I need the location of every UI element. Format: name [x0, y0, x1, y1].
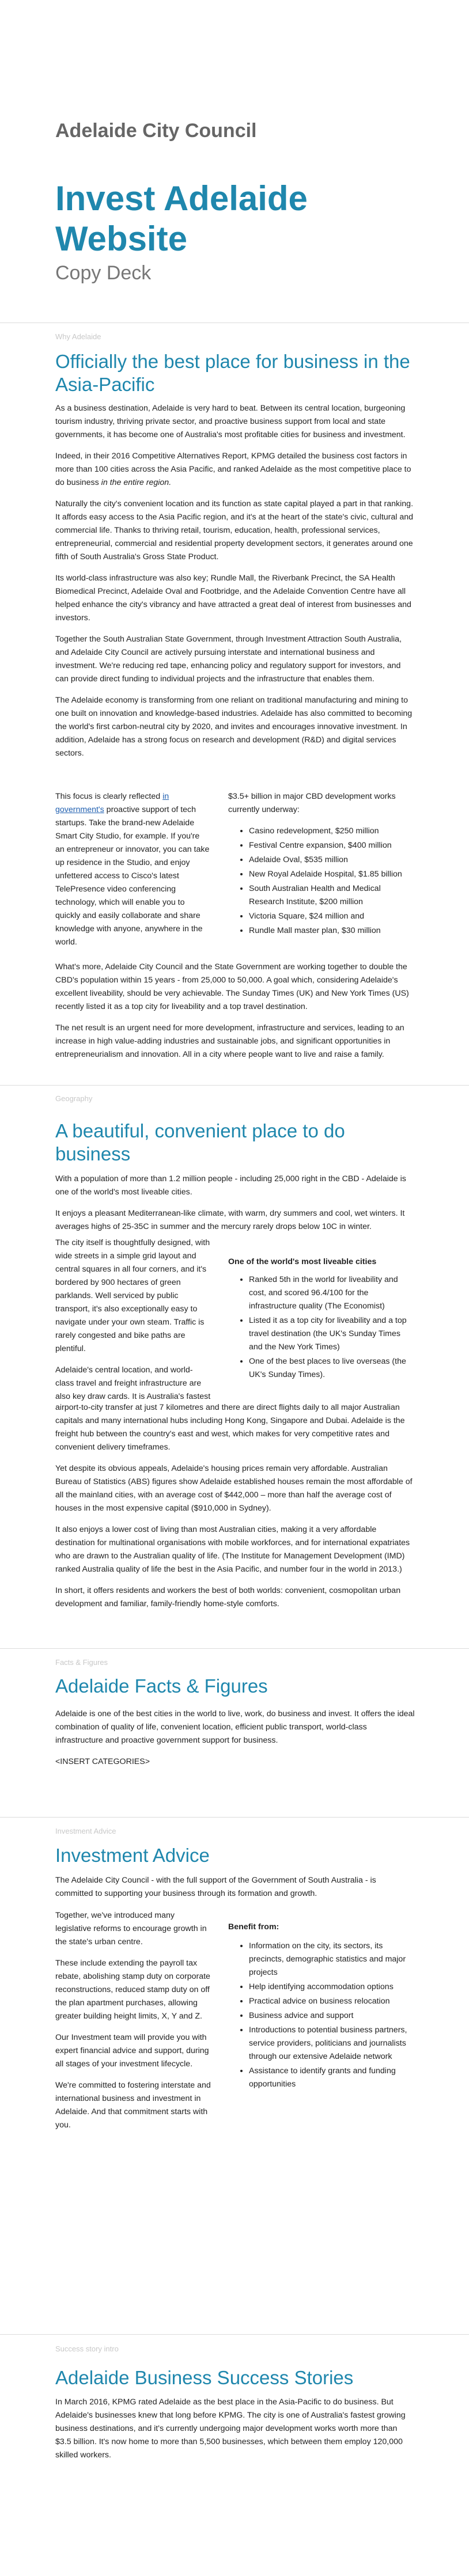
- list-item: • Festival Centre expansion, $400 million: [249, 839, 413, 852]
- advice-body: [55, 1874, 415, 1909]
- paragraph: What's more, Adelaide City Council and the State Government are working together to double the CBD's population within 15 years - from 25,000 to 50,000. A goal which, considering Adelaide's excellent liveability, should be very achievable. The Sunday Times (UK) and New York Times (US) recently listed it as a top city for liveability and a top travel destination.: [55, 962, 409, 1011]
- section-divider: [0, 2334, 469, 2335]
- section-title-advice: Investment Advice: [55, 1845, 210, 1866]
- list-item: • Adelaide Oval, $535 million: [249, 853, 413, 867]
- paragraph: Together, we've introduced many legislative reforms to encourage growth in the state's urban centre.: [55, 1911, 207, 1947]
- facts-body: [55, 1708, 415, 1777]
- list-item: • Introductions to potential business partners, service providers, politicians and journalists through our extensive Adelaide network: [249, 2024, 413, 2063]
- document-subtitle: Copy Deck: [55, 262, 152, 284]
- paragraph: Yet despite its obvious appeals, Adelaide's housing prices remain very affordable. Australian Bureau of Statistics (ABS) figures show Adelaide established houses remain the most affordable of all the mainland cities, with an average cost of $442,000 – more than half the average cost of houses in the most expensive capital ($910,000 in Sydney).: [55, 1464, 413, 1513]
- benefits-list: [228, 1940, 413, 2091]
- emphasis-text: in the entire region.: [101, 478, 172, 487]
- list-item: • Assistance to identify grants and funding opportunities: [249, 2065, 413, 2091]
- section-label-success: Success story intro: [55, 2344, 119, 2353]
- development-intro: $3.5+ billion in major CBD development works currently underway:: [228, 792, 396, 814]
- paragraph: With a population of more than 1.2 million people - including 25,000 right in the CBD - Adelaide is one of the world's most liveable cities.: [55, 1174, 406, 1197]
- section-title-geography: A beautiful, convenient place to do business: [55, 1120, 345, 1164]
- geography-body: [55, 1173, 415, 1242]
- list-item: • Help identifying accommodation options: [249, 1981, 413, 1994]
- paragraph-text: This focus is clearly reflected: [55, 792, 163, 801]
- paragraph: Adelaide is one of the best cities in the world to live, work, do business and invest. It offers the ideal combination of quality of life, convenient location, efficient public transport, world-class infrastructure and proactive government support for business.: [55, 1709, 415, 1745]
- liveability-list: [228, 1273, 413, 1382]
- paragraph: Together the South Australian State Government, through Investment Attraction South Australia, and Adelaide City Council are actively pursuing interstate and international business and investment. We're reducing red tape, enhancing policy and regulatory support for investors, and can provide direct funding to individual projects and the infrastructure that enables them.: [55, 635, 402, 684]
- advice-right-column: [228, 1921, 413, 2092]
- paragraph: [55, 450, 415, 490]
- section-title-success: Adelaide Business Success Stories: [55, 2367, 354, 2388]
- section-title-why: Officially the best place for business in the Asia-Pacific: [55, 351, 410, 395]
- list-item: • Information on the city, its sectors, its precincts, demographic statistics and major projects: [249, 1940, 413, 1979]
- section-divider: [0, 1085, 469, 1086]
- document-title: Invest Adelaide Website: [55, 179, 308, 258]
- paragraph: The net result is an urgent need for more development, infrastructure and services, leading to an increase in high value-adding industries and sustainable jobs, and significant opportunities in entrepreneurialism and innovation. All in a city where people want to live and raise a family.: [55, 1023, 404, 1059]
- section-label-why: Why Adelaide: [55, 332, 101, 341]
- government-link[interactable]: in government's: [55, 792, 169, 814]
- paragraph: airport-to-city transfer at just 7 kilometres and there are direct flights daily to all major Australian capitals and many international hubs including Hong Kong, Singapore and Dubai. Adelaide is the freight hub between the country's east and west, which makes for very competitive rates and convenient delivery timeframes.: [55, 1403, 405, 1452]
- geography-left-column: [55, 1236, 211, 1403]
- paragraph: [55, 790, 211, 949]
- paragraph: The city itself is thoughtfully designed, with wide streets in a simple grid layout and central squares in all four corners, and it's bordered by 900 hectares of green parklands. Well serviced by public transport, it's also exceptionally easy to navigate under your own steam. Traffic is rarely congested and bike paths are plentiful.: [55, 1238, 210, 1353]
- paragraph: Its world-class infrastructure was also key; Rundle Mall, the Riverbank Precinct, the SA Health Biomedical Precinct, Adelaide Oval and Footbridge, and the Adelaide Convention Centre have all helped enhance the city's vibrancy and have attracted a great deal of interest from businesses and investors.: [55, 574, 411, 623]
- paragraph: As a business destination, Adelaide is very hard to beat. Between its central location, burgeoning tourism industry, thriving private sector, and proactive business support from local and state governments, it has become one of Australia's most profitable cities for business and investment.: [55, 404, 406, 439]
- geography-right-column: [228, 1255, 413, 1383]
- section-divider: [0, 1817, 469, 1818]
- paragraph: It enjoys a pleasant Mediterranean-like climate, with warm, dry summers and cool, wet winters. It averages highs of 25-35C in summer and the mercury rarely drops below 10C in winter.: [55, 1209, 405, 1231]
- list-item: • One of the best places to live overseas (the UK's Sunday Times).: [249, 1355, 413, 1382]
- section-label-geography: Geography: [55, 1094, 93, 1103]
- success-body: [55, 2396, 415, 2470]
- section-title-facts: Adelaide Facts & Figures: [55, 1675, 268, 1697]
- list-item: • Practical advice on business relocation: [249, 1995, 413, 2008]
- list-item: • Casino redevelopment, $250 million: [249, 825, 413, 838]
- list-item: • South Australian Health and Medical Research Institute, $200 million: [249, 882, 413, 909]
- section-label-facts: Facts & Figures: [55, 1658, 108, 1667]
- benefits-heading: Benefit from:: [228, 1922, 279, 1932]
- paragraph: The Adelaide economy is transforming from one reliant on traditional manufacturing and mining to one built on innovation and knowledge-based industries. Adelaide has also committed to becoming the world's first carbon-neutral city by 2020, and invites and encourages innovative investment. In addition, Adelaide has a strong focus on research and development (R&D) and digital services sectors.: [55, 696, 413, 758]
- section-divider: [0, 1648, 469, 1649]
- geography-body-end: [55, 1401, 415, 1619]
- advice-left-column: [55, 1909, 211, 2140]
- development-list: [228, 825, 413, 938]
- paragraph: Naturally the city's convenient location and its function as state capital played a part in that ranking. It affords easy access to the Asia Pacific region, and it's at the heart of the state's civic, cultural and commercial life. Thanks to thriving retail, tourism, education, health, professional services, entrepreneurial, commercial and residential property development sectors, it generates around one fifth of South Australia's Gross State Product.: [55, 499, 414, 562]
- paragraph: In March 2016, KPMG rated Adelaide as the best place in the Asia-Pacific to do business. But Adelaide's businesses knew that long before KPMG. The city is one of Australia's fastest growing business destinations, and it's currently undergoing major development works worth more than $3.5 billion. It's now home to more than 5,500 businesses, which between them employ 120,000 skilled workers.: [55, 2397, 406, 2460]
- liveability-heading: One of the world's most liveable cities: [228, 1257, 377, 1266]
- why-right-column: [228, 790, 413, 939]
- why-body-end: [55, 961, 415, 1069]
- list-item: • New Royal Adelaide Hospital, $1.85 billion: [249, 868, 413, 881]
- paragraph-text: proactive support of tech startups. Take the brand-new Adelaide Smart City Studio, for example. If you're an entrepreneur or innovator, you can take up residence in the Studio, and enjoy unfettered access to Cisco's latest TelePresence video conferencing technology, which will enable you to quickly and easily collaborate and share knowledge with anyone, anywhere in the world.: [55, 805, 210, 947]
- paragraph: It also enjoys a lower cost of living than most Australian cities, making it a very affordable destination for multinational organisations with mobile workforces, and for international expatriates who are drawn to the Australian quality of life. (The Institute for Management Development (IMD) ranked Australia quality of life the best in the Asia Pacific, and number four in the world in 2013.): [55, 1525, 410, 1574]
- section-label-advice: Investment Advice: [55, 1827, 116, 1835]
- paragraph: The Adelaide City Council - with the full support of the Government of South Australia - is committed to supporting your business through its formation and growth.: [55, 1876, 376, 1898]
- list-item: • Ranked 5th in the world for liveability and cost, and scored 96.4/100 for the infrastructure quality (The Economist): [249, 1273, 413, 1313]
- insert-placeholder: <INSERT CATEGORIES>: [55, 1757, 150, 1766]
- paragraph: Our Investment team will provide you with expert financial advice and support, during all stages of your investment lifecycle.: [55, 2033, 209, 2069]
- list-item: • Victoria Square, $24 million and: [249, 910, 413, 923]
- list-item: • Listed it as a top city for liveability and a top travel destination (the UK's Sunday Times and the New York Times): [249, 1314, 413, 1354]
- organisation-name: Adelaide City Council: [55, 120, 257, 142]
- paragraph: We're committed to fostering interstate and international business and investment in Adelaide. And that commitment starts with you.: [55, 2081, 211, 2130]
- paragraph-text: Indeed, in their 2016 Competitive Alternatives Report, KPMG detailed the business cost factors in more than 100 cities across the Asia Pacific, and ranked Adelaide as the most competitive place to do business: [55, 452, 411, 487]
- list-item: • Business advice and support: [249, 2009, 413, 2023]
- paragraph: Adelaide's central location, and world-class travel and freight infrastructure are also key draw cards. It is Australia's fastest: [55, 1365, 211, 1401]
- list-item: • Rundle Mall master plan, $30 million: [249, 924, 413, 938]
- paragraph: In short, it offers residents and workers the best of both worlds: convenient, cosmopolitan urban development and familiar, family-friendly home-style comforts.: [55, 1586, 401, 1608]
- why-left-column: [55, 790, 211, 957]
- why-body: [55, 402, 415, 768]
- paragraph: These include extending the payroll tax rebate, abolishing stamp duty on corporate reconstructions, reduced stamp duty on off the plan apartment purchases, allowing greater building height limits, X, Y and Z.: [55, 1959, 210, 2021]
